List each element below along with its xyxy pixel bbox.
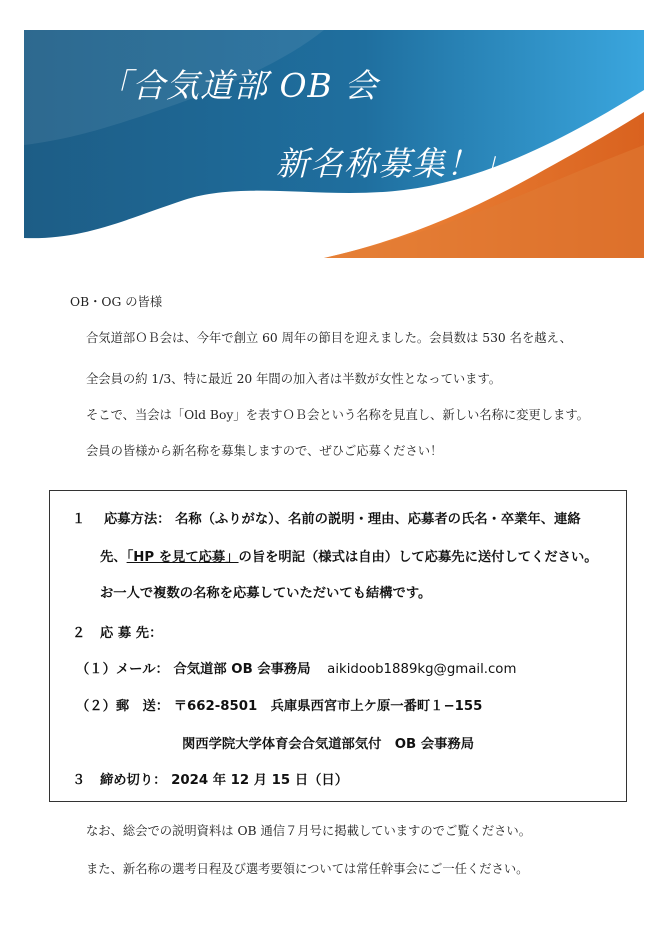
guide-deadline: 2024 年 12 月 15 日（日） xyxy=(171,773,349,788)
intro-paragraph-1: 合気道部ＯＢ会は、今年で創立 60 周年の節目を迎えました。会員数は 530 名を越え、 xyxy=(86,331,572,345)
guide-item2-label: 応 募 先： xyxy=(99,626,163,641)
guide-item2-heading xyxy=(72,622,162,641)
intro-paragraph-3: そこで、当会は「Old Boy」を表すＯＢ会という名称を見直し、新しい名称に変更します。 xyxy=(86,408,589,422)
guide-item2-number: ２ xyxy=(72,626,86,641)
guide-item3-label: 締め切り： xyxy=(99,773,167,788)
guide-item1-line2-post: の旨を明記（様式は自由）して応募先に送付してください。 xyxy=(238,550,598,565)
guide-mail-row xyxy=(76,658,516,677)
guide-mail-org: 合気道部 OB 会事務局 xyxy=(173,662,311,677)
application-guideline-box xyxy=(49,490,627,802)
header-banner xyxy=(24,30,644,258)
banner-title-line1: 「合気道部 OB 会 xyxy=(98,66,379,105)
guide-item3-number: ３ xyxy=(72,773,86,788)
guide-item1-line2 xyxy=(100,546,598,565)
salutation: OB・OG の皆様 xyxy=(70,295,163,309)
guide-item1-number: １ xyxy=(72,512,86,527)
guide-item1-underlined: 「HP を見て応募」 xyxy=(126,550,239,565)
guide-item1-label: 応募方法： xyxy=(103,512,171,527)
banner-title-line2: 新名称募集！」 xyxy=(276,144,514,183)
guide-item3-line xyxy=(72,769,348,788)
guide-mail-address[interactable]: aikidoob1889kg@gmail.com xyxy=(327,662,517,677)
guide-item1-line1 xyxy=(72,508,581,527)
guide-item1-line2-pre: 先、 xyxy=(100,550,127,565)
footer-note-1: なお、総会での説明資料は OB 通信７月号に掲載していますのでご覧ください。 xyxy=(86,824,532,838)
guide-mail-label: （１）メール： xyxy=(76,662,169,677)
guide-item1-line3: お一人で複数の名称を応募していただいても結構です。 xyxy=(100,586,432,601)
guide-post-org: 関西学院大学体育会合気道部気付 OB 会事務局 xyxy=(182,737,475,752)
guide-post-label: （２）郵 送： xyxy=(76,699,170,714)
footer-note-2: また、新名称の選考日程及び選考要領については常任幹事会にご一任ください。 xyxy=(86,862,529,876)
guide-item1-text: 名称（ふりがな）、名前の説明・理由、応募者の氏名・卒業年、連絡 xyxy=(175,512,581,527)
guide-post-row xyxy=(76,695,482,714)
intro-paragraph-4: 会員の皆様から新名称を募集しますので、ぜひご応募ください！ xyxy=(86,444,443,458)
intro-paragraph-2: 全会員の約 1/3、特に最近 20 年間の加入者は半数が女性となっています。 xyxy=(86,372,502,386)
guide-post-address: 〒662-8501 兵庫県西宮市上ケ原一番町１−155 xyxy=(173,699,483,714)
